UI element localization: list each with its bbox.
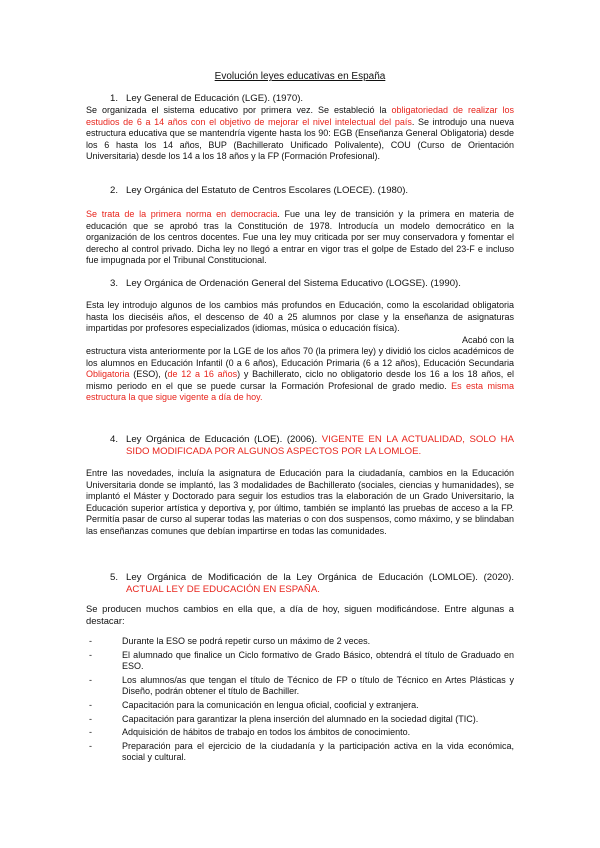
- section-2-heading: [86, 185, 514, 197]
- section-4-heading: [86, 434, 514, 458]
- bullet-dash: -: [89, 699, 92, 710]
- list-item: [86, 650, 514, 673]
- section-3-highlight-vigente: Es esta misma estructura la que sigue vigente a día de hoy.: [86, 380, 515, 403]
- list-item: [86, 700, 514, 712]
- list-item-text: Adquisición de hábitos de trabajo en todos los ámbitos de conocimiento.: [122, 727, 411, 738]
- section-2-number: 2.: [109, 185, 118, 196]
- section-3-acabo: [86, 335, 514, 347]
- section-5-text: Se producen muchos cambios en ella que, a día de hoy, siguen modificándose. Entre algunas a destacar:: [86, 603, 514, 627]
- section-2-title: Ley Orgánica del Estatuto de Centros Escolares (LOECE). (1980).: [126, 185, 409, 196]
- section-5-title: Ley Orgánica de Modificación de la Ley Orgánica de Educación (LOMLOE). (2020).: [126, 572, 514, 583]
- list-item-text: Los alumnos/as que tengan el título de Técnico de FP o título de Técnico en Artes Plásticas y Diseño, podrán obtener el título de Bachiller.: [122, 674, 514, 697]
- section-3-title: Ley Orgánica de Ordenación General del Sistema Educativo (LOGSE). (1990).: [126, 278, 461, 289]
- page-title: Evolución leyes educativas en España: [214, 71, 386, 82]
- section-3-number: 3.: [109, 278, 118, 289]
- section-3-text-c: (ESO), (: [129, 369, 168, 380]
- list-item-text: Capacitación para la comunicación en lengua oficial, cooficial y extranjera.: [122, 699, 419, 710]
- section-4-number: 4.: [109, 434, 118, 445]
- section-4-paragraph: [86, 468, 514, 538]
- section-2-highlight: Se trata de la primera norma en democracia: [86, 209, 278, 219]
- section-3-paragraph-a: [86, 300, 514, 335]
- section-1-text-a: Se organizada el sistema educativo por primera vez. Se estableció la: [86, 105, 392, 115]
- section-3-highlight-obligatoria: Obligatoria: [86, 369, 130, 380]
- section-3-highlight-ages: de 12 a 16 años: [167, 369, 238, 380]
- section-1-heading: [86, 93, 514, 105]
- section-2-text: . Fue una ley de transición y la primera en materia de educación que se aprobó tras la Constitución de 1978. Introducía un modelo democrático en la organización de los centros docentes. Fue una ley muy criticada por ser muy conservadora y fomentar el derecho al control privado. Dicha ley no llegó a entrar en vigor tras el golpe de Estado del 23-F e incluso fue impugnada por el Tribunal Constitucional.: [86, 209, 514, 266]
- list-item-text: Durante la ESO se podrá repetir curso un máximo de 2 veces.: [122, 636, 371, 646]
- section-1-highlight: obligatoriedad de realizar los estudios de 6 a 14 años con el objetivo de mejorar el nivel intelectual del país: [86, 105, 514, 127]
- bullet-dash: -: [89, 636, 92, 646]
- section-4-title: Ley Orgánica de Educación (LOE). (2006).: [126, 434, 322, 445]
- section-5-number: 5.: [109, 572, 118, 583]
- section-3-heading: [86, 278, 514, 290]
- section-3-text-a: Esta ley introdujo algunos de los cambios más profundos en Educación, como la escolaridad obligatoria hasta los dieciséis años, el descenso de 40 a 25 alumnos por clase y la enseñanza de asignaturas impartidas por profesores especializados (idiomas, música o educación física).: [86, 300, 514, 334]
- section-3-text-b: estructura vista anteriormente por la LGE de los años 70 (la primera ley) y dividió los ciclos académicos de los alumnos en Educación Infantil (0 a 6 años), Educación Primaria (6 a 12 años), Educación Secundaria: [86, 346, 514, 368]
- section-1-text-b: . Se introdujo una nueva estructura educativa que se mantendría vigente hasta los 90: EGB (Enseñanza General Obligatoria) desde los 6 hasta los 14 años, BUP (Bachillerato Unificado Polivalente), COU (Curso de Orientación Universitaria) desde los 14 a los 18 años y la FP (Formación Profesional).: [86, 116, 514, 162]
- section-1-number: 1.: [109, 93, 118, 104]
- section-5-highlight: ACTUAL LEY DE EDUCACIÓN EN ESPAÑA.: [126, 584, 320, 595]
- section-3-acabo-text: Acabó con la: [461, 335, 514, 345]
- bullet-dash: -: [89, 674, 92, 685]
- list-item: [86, 727, 514, 739]
- list-item-text: Capacitación para garantizar la plena inserción del alumnado en la sociedad digital (TIC).: [122, 713, 479, 724]
- section-1-title: Ley General de Educación (LGE). (1970).: [126, 93, 304, 104]
- bullet-dash: -: [89, 727, 92, 738]
- bullet-dash: -: [89, 713, 92, 724]
- section-5-paragraph: [86, 603, 514, 628]
- bullet-dash: -: [89, 740, 92, 751]
- list-item-text: El alumnado que finalice un Ciclo formativo de Grado Básico, obtendrá el título de Graduado en ESO.: [122, 649, 514, 672]
- list-item: [86, 741, 514, 764]
- section-4-text: Entre las novedades, incluía la asignatura de Educación para la ciudadanía, cambios en la Educación Universitaria donde se implantó, las 3 modalidades de Bachillerato (sociales, ciencias y humanidades), se implantó el Máster y Doctorado para seguir los estudios tras la elaboración de un Grado Universitario, la Educación superior artística y deportiva y, por último, también se implantó las pruebas de acceso a la FP. Permitía pasar de curso al superar todas las materias o con dos suspensos, como máximo, y se blindaban las enseñanzas comunes que debían impartirse en todas las comunidades.: [86, 468, 514, 536]
- section-2-paragraph: [86, 209, 514, 267]
- bullet-dash: -: [89, 649, 92, 660]
- section-4-highlight: VIGENTE EN LA ACTUALIDAD, SOLO HA SIDO MODIFICADA POR ALGUNOS ASPECTOS POR LA LOMLOE.: [126, 434, 514, 457]
- section-3-paragraph-b: [86, 346, 514, 404]
- list-item-text: Preparación para el ejercicio de la ciudadanía y la participación activa en la vida económica, social y cultural.: [122, 740, 514, 763]
- section-1-paragraph: [86, 105, 514, 163]
- section-5-bullet-list: [86, 636, 514, 766]
- section-3-text-d: ) y Bachillerato, ciclo no obligatorio desde los 16 a los 18 años, el mismo periodo en el que se puede cursar la Formación Profesional de grado medio.: [86, 369, 514, 391]
- list-item: [86, 675, 514, 698]
- list-item: [86, 636, 514, 648]
- list-item: [86, 714, 514, 726]
- section-5-heading: [86, 572, 514, 596]
